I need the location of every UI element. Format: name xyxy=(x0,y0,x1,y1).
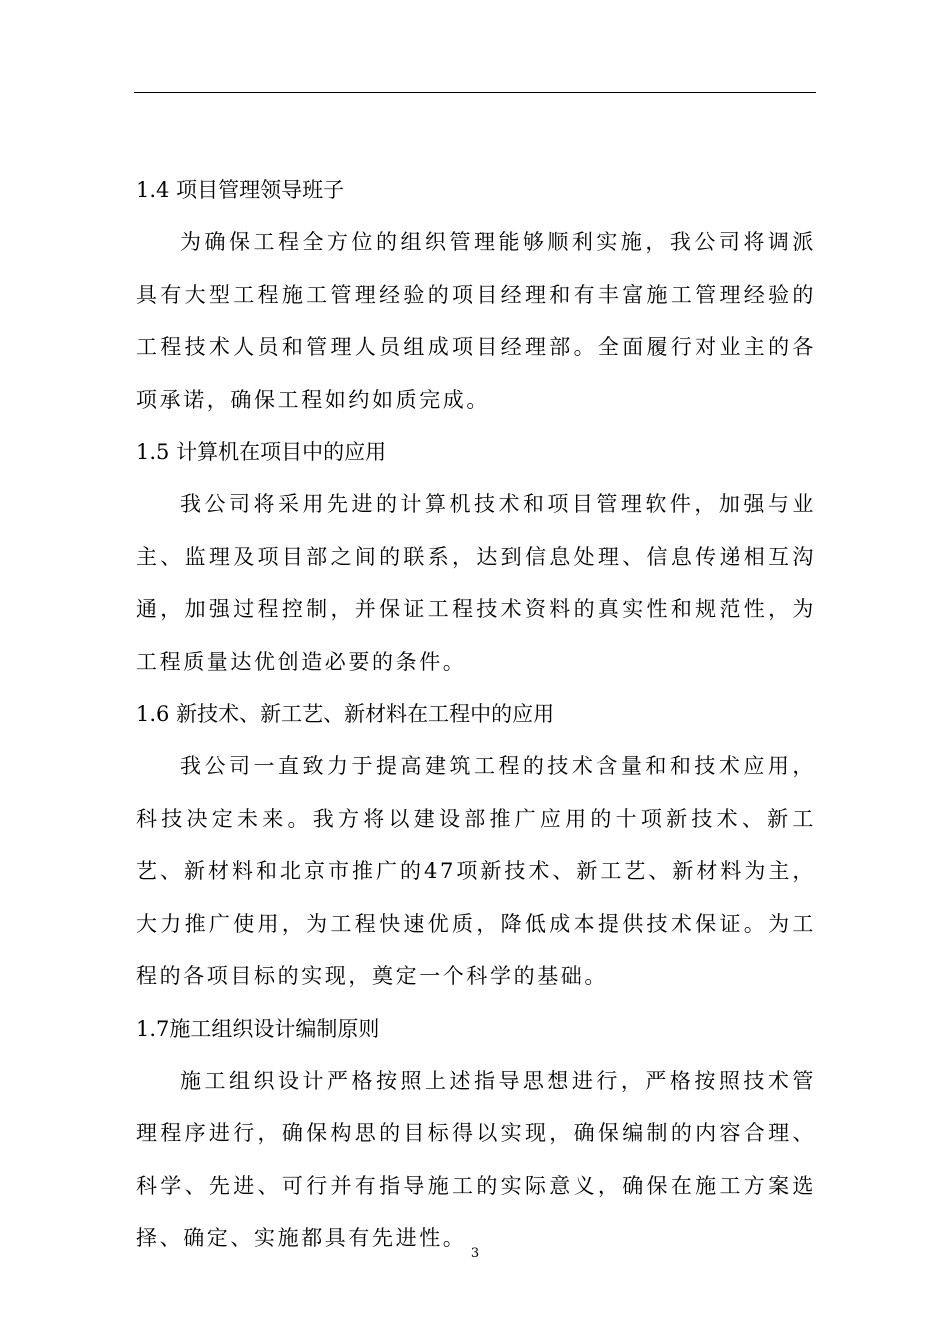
section-1-7 xyxy=(136,1003,816,1265)
document-body xyxy=(136,164,816,1265)
section-heading: 1.5 计算机在项目中的应用 xyxy=(136,440,387,464)
section-heading: 1.4 项目管理领导班子 xyxy=(136,178,345,202)
section-1-5 xyxy=(136,426,816,688)
section-paragraph: 我公司一直致力于提高建筑工程的技术含量和和技术应用，科技决定未来。我方将以建设部推广应用的十项新技术、新工艺、新材料和北京市推广的47项新技术、新工艺、新材料为主，大力推广使用，为工程快速优质，降低成本提供技术保证。为工程的各项目标的实现，奠定一个科学的基础。 xyxy=(136,754,816,988)
section-1-4 xyxy=(136,164,816,426)
header-rule xyxy=(134,92,816,93)
section-paragraph: 我公司将采用先进的计算机技术和项目管理软件，加强与业主、监理及项目部之间的联系，达到信息处理、信息传递相互沟通，加强过程控制，并保证工程技术资料的真实性和规范性，为工程质量达优创造必要的条件。 xyxy=(136,492,816,674)
page-number: 3 xyxy=(470,1246,480,1261)
section-heading: 1.6 新技术、新工艺、新材料在工程中的应用 xyxy=(136,702,555,726)
section-1-6 xyxy=(136,688,816,1003)
section-heading: 1.7施工组织设计编制原则 xyxy=(136,1016,380,1041)
section-paragraph: 为确保工程全方位的组织管理能够顺利实施，我公司将调派具有大型工程施工管理经验的项目经理和有丰富施工管理经验的工程技术人员和管理人员组成项目经理部。全面履行对业主的各项承诺，确保工程如约如质完成。 xyxy=(136,230,816,412)
section-paragraph: 施工组织设计严格按照上述指导思想进行，严格按照技术管理程序进行，确保构思的目标得以实现，确保编制的内容合理、科学、先进、可行并有指导施工的实际意义，确保在施工方案选择、确定、实施都具有先进性。 xyxy=(136,1068,816,1250)
